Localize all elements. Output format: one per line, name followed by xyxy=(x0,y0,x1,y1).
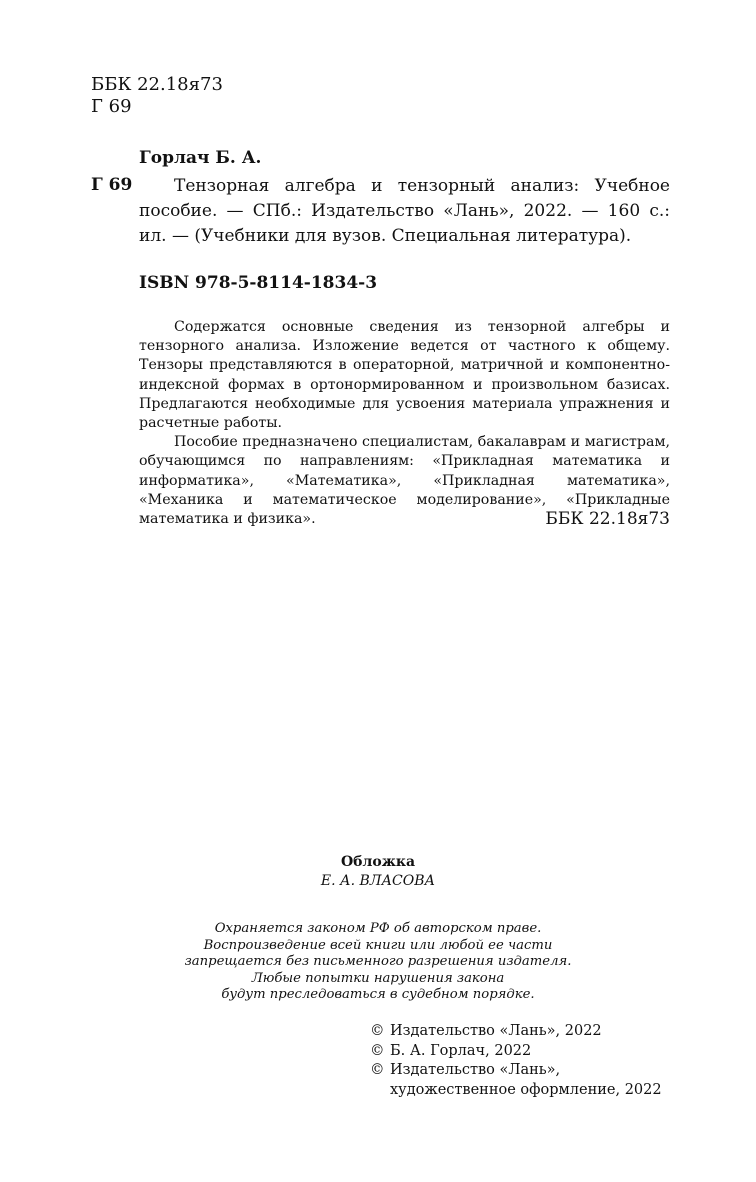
cover-credit xyxy=(0,853,756,891)
classification-block xyxy=(91,74,223,118)
legal-line-2: Воспроизведение всей книги или любой ее части xyxy=(203,937,553,953)
copyright-icon: © xyxy=(370,1062,385,1078)
copyright-icon: © xyxy=(370,1042,385,1059)
cover-label: Обложка xyxy=(340,854,416,870)
copyright-entry xyxy=(370,1042,662,1062)
catalog-code: Г 69 xyxy=(91,175,133,195)
author-name: Горлач Б. А. xyxy=(139,148,262,168)
abstract-paragraph-1: Содержатся основные сведения из тензорной алгебры и тензорного анализа. Изложение ведется от частного к общему. Тензоры представляются в операторной, матричной и компонентно-индексной формах в ортонормированном и произвольном базисах. Предлагаются необходимые для усвоения материала упражнения и расчетные работы. xyxy=(139,319,670,432)
legal-line-4: Любые попытки нарушения закона xyxy=(251,970,505,986)
title-line-2: пособие. — СПб.: Издательство «Лань», 2022. — 160 с.: xyxy=(139,201,670,221)
abstract xyxy=(139,318,670,529)
copyright-text: Издательство «Лань», 2022 xyxy=(390,1023,602,1039)
copyright-entry xyxy=(370,1022,662,1042)
title-line-3: ил. — (Учебники для вузов. Специальная литература). xyxy=(139,226,632,246)
legal-notice xyxy=(0,921,756,1004)
bbk-code-bottom: ББК 22.18я73 xyxy=(545,509,670,529)
isbn: ISBN 978-5-8114-1834-3 xyxy=(139,273,378,293)
legal-line-3: запрещается без письменного разрешения издателя. xyxy=(184,954,572,969)
copyright-text: Б. А. Горлач, 2022 xyxy=(390,1042,532,1059)
abstract-paragraph-2: Пособие предназначено специалистам, бакалаврам и магистрам, обучающимся по направлениям: «Прикладная математика и информатика», «Математика», «Прикладная математика», «Механика и математическое моделирование», «Прикладные математика и физика». xyxy=(139,434,670,528)
copyright-icon: © xyxy=(370,1023,385,1039)
copyright-text: художественное оформление, 2022 xyxy=(390,1081,662,1098)
author-sign: Г 69 xyxy=(91,96,132,117)
copyright-text: Издательство «Лань», xyxy=(390,1062,561,1078)
title-line-1: Тензорная алгебра и тензорный анализ: Учебное xyxy=(174,176,670,196)
bibliographic-description xyxy=(139,174,670,249)
copyright-entry xyxy=(370,1061,662,1100)
bbk-code: ББК 22.18я73 xyxy=(91,74,223,95)
cover-designer: Е. А. ВЛАСОВА xyxy=(320,873,436,889)
copyright-block xyxy=(370,1022,662,1100)
legal-line-5: будут преследоваться в судебном порядке. xyxy=(221,987,535,1002)
legal-line-1: Охраняется законом РФ об авторском праве. xyxy=(214,921,542,936)
